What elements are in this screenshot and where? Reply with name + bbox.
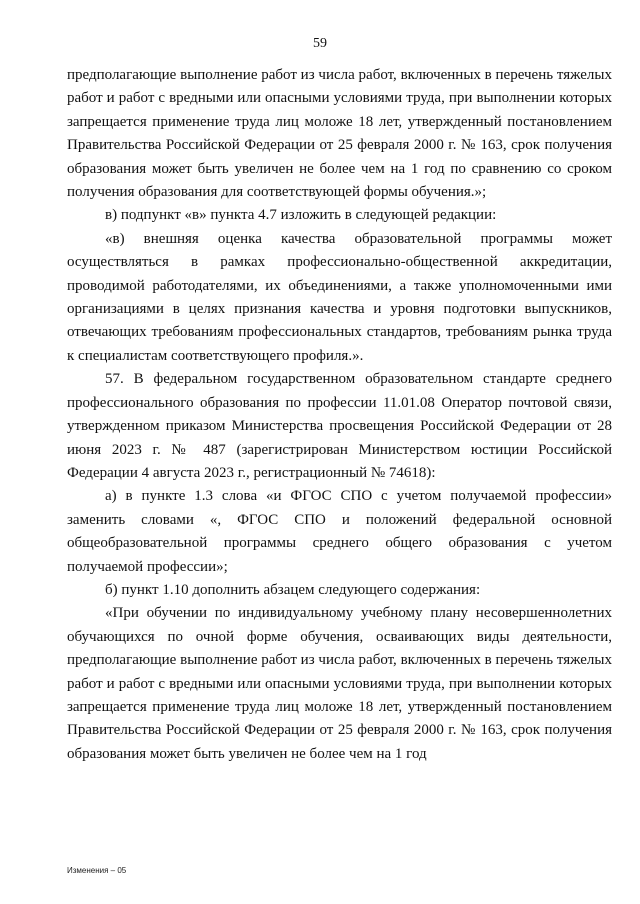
paragraph-quoted-v: «в) внешняя оценка качества образовательной программы может осуществляться в рамках профессионально-общественной аккредитации, проводимой работодателями, их объединениями, а также уполномоченными ими организациями в целях признания качества и уровня подготовки выпускников, отвечающих требованиям профессиональных стандартов, требованиям рынка труда к специалистам соответствующего профиля.». bbox=[67, 230, 612, 364]
paragraph-item-57: 57. В федеральном государственном образовательном стандарте среднего профессионального образования по профессии 11.01.08 Оператор почтовой связи, утвержденном приказом Министерства просвещения Российской Федерации от 28 июня 2023 г. № 487 (зарегистрирован Министерством юстиции Российской Федерации 4 августа 2023 г., регистрационный № 74618): bbox=[67, 371, 612, 481]
paragraph-subitem-v: в) подпункт «в» пункта 4.7 изложить в следующей редакции: bbox=[105, 207, 497, 224]
page-number: 59 bbox=[313, 36, 327, 51]
paragraph-quoted-training: «При обучении по индивидуальному учебному плану несовершеннолетних обучающихся по очной форме обучения, осваивающих виды деятельности, предполагающие выполнение работ из числа работ, включенных в перечень тяжелых работ и работ с вредными или опасными условиями труда, при выполнении которых запрещается применение труда лиц моложе 18 лет, утвержденный постановлением Правительства Российской Федерации от 25 февраля 2000 г. № 163, срок получения образования может быть увеличен не более чем на 1 год bbox=[67, 605, 612, 762]
document-body bbox=[67, 64, 612, 766]
paragraph-subitem-a: а) в пункте 1.3 слова «и ФГОС СПО с учетом получаемой профессии» заменить словами «, ФГОС СПО и положений федеральной основной общеобразовательной программы среднего общего образования с учетом получаемой профессии»; bbox=[67, 488, 612, 575]
paragraph-subitem-b: б) пункт 1.10 дополнить абзацем следующего содержания: bbox=[105, 581, 481, 598]
footer-revision: Изменения – 05 bbox=[67, 866, 127, 875]
paragraph-continuation: предполагающие выполнение работ из числа работ, включенных в перечень тяжелых работ и работ с вредными или опасными условиями труда, при выполнении которых запрещается применение труда лиц моложе 18 лет, утвержденный постановлением Правительства Российской Федерации от 25 февраля 2000 г. № 163, срок получения образования может быть увеличен не более чем на 1 год по сравнению со сроком получения образования для соответствующей формы обучения.»; bbox=[67, 67, 612, 201]
